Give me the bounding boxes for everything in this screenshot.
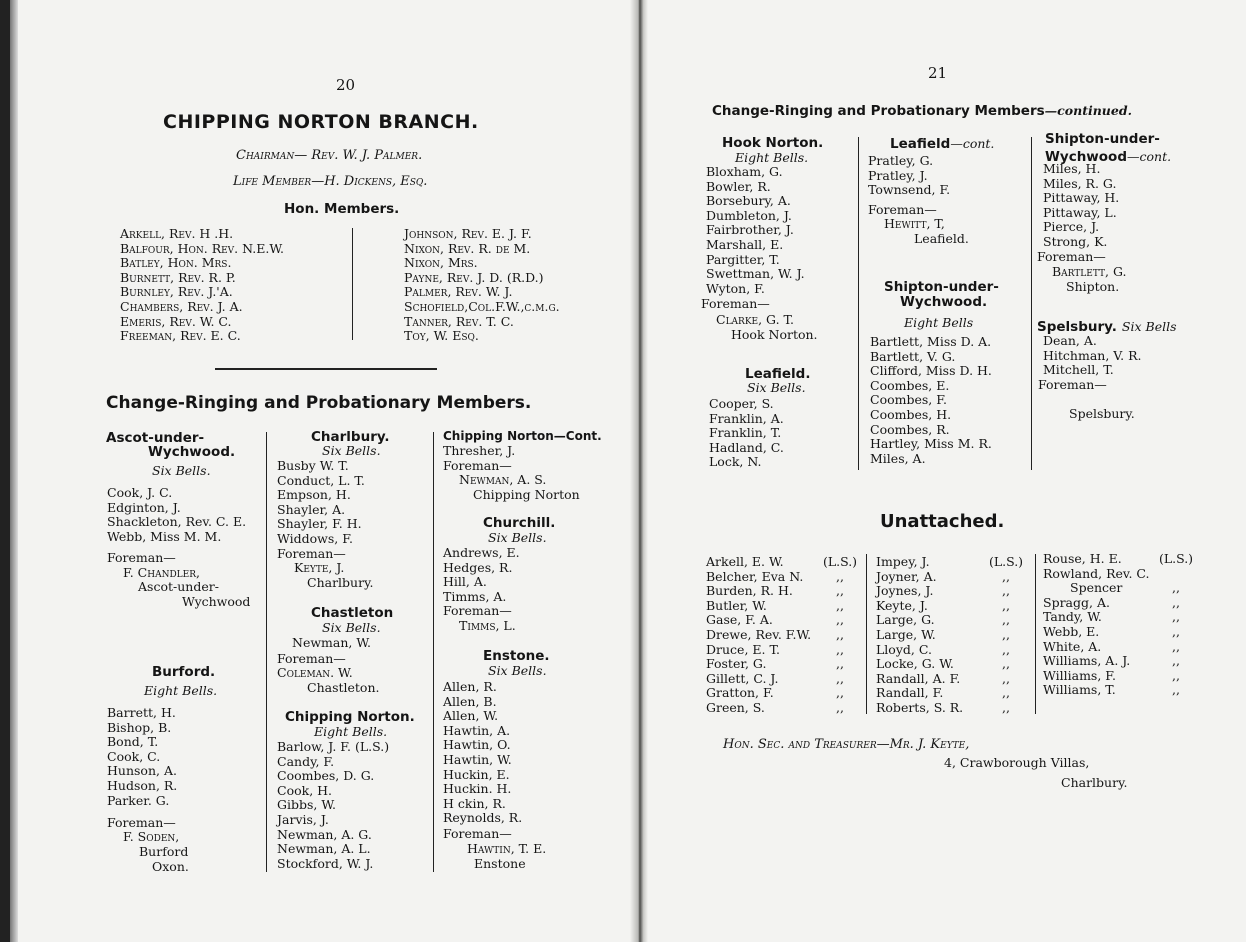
list-item: Pierce, J. [1043,219,1100,235]
chairman-line: Chairman— Rev. W. J. Palmer. [236,148,423,163]
list-item: Hitchman, V. R. [1043,347,1142,363]
charlbury-bells: Six Bells. [322,443,381,458]
list-item: Johnson, Rev. E. J. F. [404,226,532,241]
ascot-foreman-label: Foreman— [107,550,176,565]
list-item: Clifford, Miss D. H. [870,363,992,379]
chastleton-foreman-name: Coleman. W. [277,665,353,680]
hon-members-col1 [120,227,284,344]
spelsbury-foreman-place: Spelsbury. [1069,406,1135,421]
list-item: Joynes, J. [876,583,934,599]
list-item: Borsebury, A. [706,193,791,209]
list-item: Pratley, G. [868,153,934,168]
list-item-mark: ,, [1002,685,1010,701]
list-item-mark: ,, [1172,594,1180,610]
hook-norton-members [706,165,805,296]
list-item: Large, W. [876,626,936,642]
secretary-line-1: Hon. Sec. and Treasurer—Mr. J. Keyte, [723,737,970,752]
list-item: Balfour, Hon. Rev. N.E.W. [120,240,284,256]
hook-norton-foreman-place: Hook Norton. [731,327,818,342]
book-edge [0,0,10,942]
enstone-foreman-label: Foreman— [443,826,512,841]
list-item: Williams, A. J. [1043,653,1131,669]
charlbury-heading: Charlbury. [311,429,390,445]
list-item: Tandy, W. [1043,609,1102,625]
page-number-left: 20 [336,76,356,94]
ascot-heading-1: Ascot-under- [106,430,205,446]
list-item-mark: ,, [836,568,844,584]
column-divider [1031,137,1032,470]
list-item: Bloxham, G. [706,164,783,179]
churchill-bells: Six Bells. [488,530,547,545]
list-item: H ckin, R. [443,795,506,811]
list-item: Allen, B. [443,693,497,709]
unattached-col2-names [876,555,963,716]
list-item: Arkell, Rev. H .H. [120,226,234,241]
list-item: Candy, F. [277,753,335,769]
churchill-foreman-name: Timms, L. [459,618,516,633]
spelsbury-heading-text: Spelsbury. [1037,319,1117,335]
list-item-mark: ,, [1002,597,1010,613]
list-item: Busby W. T. [277,458,349,473]
shipton-cont-heading-1: Shipton-under- [1045,131,1160,147]
spelsbury-bells: Six Bells [1121,319,1177,334]
change-ringing-heading: Change-Ringing and Probationary Members. [106,393,532,413]
chastleton-member: Newman, W. [292,635,371,650]
list-item: Schofield,Col.F.W.,c.m.g. [404,298,560,314]
column-divider [266,432,267,872]
list-item: Bond, T. [107,734,159,750]
list-item-mark: ,, [1002,699,1010,715]
shipton-cont-foreman-label: Foreman— [1037,249,1106,264]
ascot-foreman-name: F. Chandler, [123,565,200,580]
leafield-cont-heading [890,133,994,152]
list-item: Pittaway, L. [1043,204,1117,220]
column-divider [433,432,434,872]
list-item: Bartlett, V. G. [870,348,956,364]
list-item: Pargitter, T. [706,251,780,267]
list-item-mark: ,, [836,626,844,642]
list-item: Hartley, Miss M. R. [870,436,992,452]
charlbury-foreman-name: Keyte, J. [294,560,345,575]
list-item-mark: ,, [836,641,844,657]
column-divider [858,137,859,470]
list-item: Miles, H. [1043,161,1101,176]
ascot-foreman-place2: Wychwood [182,594,251,609]
list-item: Huckin. H. [443,781,512,797]
spelsbury-members [1043,334,1141,378]
burford-foreman-place2: Oxon. [152,859,189,874]
column-divider [866,554,867,714]
shipton-cont-heading-text: Wychwood [1045,149,1127,165]
list-item: Allen, W. [443,708,499,724]
list-item: Franklin, A. [709,410,784,426]
list-item: Toy, W. Esq. [404,328,479,344]
list-item: Strong, K. [1043,233,1108,249]
list-item: Foster, G. [706,656,767,672]
list-item: Dean, A. [1043,333,1097,348]
list-item: Spencer [1070,580,1123,596]
unattached-col2-marks [984,555,1028,716]
list-item-mark: ,, [1172,580,1180,596]
list-item: Wyton, F. [706,280,765,296]
life-member-line: Life Member—H. Dickens, Esq. [233,174,428,189]
charlbury-foreman-place: Charlbury. [307,575,374,590]
list-item: Locke, G. W. [876,656,954,672]
leafield-members [709,397,784,470]
list-item: Huckin, E. [443,766,510,782]
list-item: Parker. G. [107,792,170,808]
list-item: Jarvis, J. [277,811,329,827]
list-item: Newman, A. L. [277,841,371,857]
list-item: Burnley, Rev. J.'A. [120,284,233,300]
cont-heading-suffix: —continued. [1044,103,1132,118]
list-item: Large, G. [876,612,935,628]
list-item: Burnett, Rev. R. P. [120,269,236,285]
list-item: Marshall, E. [706,236,784,252]
enstone-heading: Enstone. [483,648,550,664]
list-item: Coombes, H. [870,406,952,422]
list-item: Batley, Hon. Mrs. [120,255,232,271]
list-item: Miles, A. [870,450,926,466]
churchill-heading: Churchill. [483,515,556,531]
list-item: Franklin, T. [709,425,782,441]
list-item-mark: ,, [1002,641,1010,657]
burford-heading: Burford. [152,664,216,680]
chipping-norton-cont-member: Thresher, J. [443,443,516,458]
list-item: White, A. [1043,638,1102,654]
column-divider [1035,554,1036,714]
list-item: Gibbs, W. [277,797,336,813]
list-item: Pittaway, H. [1043,190,1120,206]
list-item: Mitchell, T. [1043,362,1114,378]
page-number-right: 21 [928,64,948,82]
list-item: Burden, R. H. [706,583,793,599]
list-item: Allen, R. [443,679,497,694]
chipping-norton-bells: Eight Bells. [314,724,388,739]
burford-foreman-place: Burford [139,844,189,859]
ascot-heading-2: Wychwood. [148,444,236,460]
list-item: Widdows, F. [277,530,353,546]
list-item: Palmer, Rev. W. J. [404,284,513,300]
list-item: Bishop, B. [107,719,172,735]
list-item: Hawtin, O. [443,737,511,753]
shipton-cont-members [1043,162,1119,250]
unattached-col3-names [1043,552,1150,698]
page-edge-shadow [10,0,18,942]
list-item: Andrews, E. [443,545,520,560]
charlbury-members [277,459,365,547]
list-item: Emeris, Rev. W. C. [120,313,232,329]
list-item-mark: ,, [1002,583,1010,599]
enstone-members [443,680,522,826]
list-item: Bowler, R. [706,178,771,194]
list-item: Spragg, A. [1043,594,1110,610]
list-item: Williams, T. [1043,682,1116,698]
shipton-cont-foreman-name: Bartlett, G. [1052,264,1127,279]
list-item: Randall, F. [876,685,944,701]
list-item: Coombes, D. G. [277,768,375,784]
list-item-mark: (L.S.) [988,554,1024,569]
shipton-cont-foreman-place: Shipton. [1066,279,1120,294]
leafield-heading: Leafield. [745,366,811,382]
chipping-norton-heading: Chipping Norton. [285,709,415,725]
list-item: Tanner, Rev. T. C. [404,313,514,329]
book-gutter [630,0,648,942]
list-item: Green, S. [706,699,765,715]
list-item: Edginton, J. [107,499,181,515]
enstone-foreman-place: Enstone [474,856,526,871]
list-item-mark: ,, [1172,653,1180,669]
chastleton-foreman-label: Foreman— [277,651,346,666]
list-item: Cook, H. [277,782,333,798]
list-item: Newman, A. G. [277,826,372,842]
shipton-heading-2: Wychwood. [900,294,988,310]
list-item: Swettman, W. J. [706,266,805,282]
list-item: Barlow, J. F. (L.S.) [277,739,390,754]
branch-title: CHIPPING NORTON BRANCH. [163,111,479,133]
list-item-mark: ,, [1172,638,1180,654]
burford-foreman-label: Foreman— [107,815,176,830]
hook-norton-bells: Eight Bells. [735,150,809,165]
list-item-mark: ,, [1002,612,1010,628]
list-item: Barrett, H. [107,705,176,720]
shipton-heading-1: Shipton-under- [884,279,999,295]
list-item-mark: ,, [836,612,844,628]
secretary-line-3: Charlbury. [1061,775,1128,790]
section-divider [215,368,437,370]
churchill-foreman-label: Foreman— [443,603,512,618]
list-item: Nixon, Mrs. [404,255,478,271]
list-item: Shayler, F. H. [277,516,362,532]
list-item: Empson, H. [277,487,351,503]
list-item: Butler, W. [706,597,767,613]
chipping-norton-cont-foreman-place: Chipping Norton [473,487,580,502]
secretary-line-2: 4, Crawborough Villas, [944,755,1090,770]
list-item-mark: ,, [1002,670,1010,686]
leafield-cont-foreman-label: Foreman— [868,202,937,217]
shipton-cont-suffix: —cont. [1127,149,1172,164]
hook-norton-foreman-name: Clarke, G. T. [716,312,795,327]
cont-heading-text: Change-Ringing and Probationary Members [712,103,1045,119]
list-item-mark: ,, [836,656,844,672]
hook-norton-heading: Hook Norton. [722,135,824,151]
leafield-cont-suffix: —cont. [950,136,995,151]
unattached-col1-marks [819,555,861,716]
cont-heading [712,100,1132,119]
ascot-bells: Six Bells. [152,463,211,478]
list-item: Randall, A. F. [876,670,961,686]
enstone-foreman-name: Hawtin, T. E. [467,841,547,856]
list-item: Fairbrother, J. [706,222,794,238]
leafield-bells: Six Bells. [747,380,806,395]
list-item: Joyner, A. [876,568,937,584]
list-item-mark: ,, [1002,568,1010,584]
list-item: Rouse, H. E. [1043,551,1122,566]
chipping-norton-cont-foreman-name: Newman, A. S. [459,472,547,487]
shipton-members [870,335,992,466]
list-item: Keyte, J. [876,597,928,613]
list-item: Reynolds, R. [443,810,523,826]
hon-members-col2 [404,227,560,344]
leafield-cont-foreman-name: Hewitt, T, [884,216,945,231]
list-item-mark: ,, [836,685,844,701]
list-item-mark: ,, [1172,667,1180,683]
list-item: Coombes, E. [870,377,950,393]
list-item: Belcher, Eva N. [706,568,804,584]
list-item: Impey, J. [876,554,930,569]
list-item: Nixon, Rev. R. de M. [404,240,531,256]
list-item: Williams, F. [1043,667,1116,683]
list-item: Gratton, F. [706,685,774,701]
ascot-members [107,486,246,544]
list-item: Druce, E. T. [706,641,780,657]
list-item: Hill, A. [443,574,487,590]
enstone-bells: Six Bells. [488,663,547,678]
list-item-mark: (L.S.) [1158,551,1194,566]
list-item: Hudson, R. [107,777,178,793]
list-item: Gase, F. A. [706,612,773,628]
burford-foreman-name: F. Soden, [123,829,180,844]
list-item: Drewe, Rev. F.W. [706,626,812,642]
shipton-bells: Eight Bells [904,315,974,330]
column-divider [352,228,353,340]
hook-norton-foreman-label: Foreman— [701,296,770,311]
list-item: Coombes, F. [870,392,947,408]
list-item: Coombes, R. [870,421,950,437]
list-item: Hadland, C. [709,439,784,455]
list-item: Pratley, J. [868,167,928,183]
list-item: Arkell, E. W. [706,554,784,569]
chastleton-heading: Chastleton [311,605,394,621]
chastleton-bells: Six Bells. [322,620,381,635]
list-item: Townsend, F. [868,182,951,198]
list-item: Freeman, Rev. E. C. [120,328,241,344]
list-item: Rowland, Rev. C. [1043,565,1150,581]
list-item-mark: (L.S.) [822,554,858,569]
list-item-mark: ,, [1002,656,1010,672]
chipping-norton-cont-foreman-label: Foreman— [443,458,512,473]
ascot-foreman-place: Ascot-under- [138,579,219,594]
list-item: Payne, Rev. J. D. (R.D.) [404,269,544,285]
list-item: Cook, J. C. [107,485,173,500]
list-item-mark: ,, [836,597,844,613]
list-item-mark: ,, [836,699,844,715]
list-item-mark: ,, [1172,682,1180,698]
leafield-cont-members [868,154,950,198]
unattached-heading: Unattached. [880,511,1005,532]
charlbury-foreman-label: Foreman— [277,546,346,561]
list-item-mark: ,, [836,670,844,686]
list-item: Lloyd, C. [876,641,932,657]
list-item: Hawtin, W. [443,751,512,767]
unattached-col3-marks [1154,552,1198,698]
list-item: Stockford, W. J. [277,855,374,871]
list-item: Timms, A. [443,588,507,604]
list-item: Webb, E. [1043,623,1100,639]
hon-members-heading: Hon. Members. [284,201,400,217]
list-item: Miles, R. G. [1043,175,1117,191]
burford-bells: Eight Bells. [144,683,218,698]
list-item: Cook, C. [107,748,161,764]
chipping-norton-members [277,740,389,871]
churchill-members [443,546,520,604]
list-item-mark: ,, [1002,626,1010,642]
list-item: Hedges, R. [443,559,513,575]
leafield-cont-heading-text: Leafield [890,136,951,152]
list-item: Hunson, A. [107,763,177,779]
list-item: Shayler, A. [277,501,346,517]
chipping-norton-cont-heading: Chipping Norton—Cont. [443,429,602,443]
list-item: Lock, N. [709,454,762,470]
list-item-mark: ,, [836,583,844,599]
list-item: Conduct, L. T. [277,472,365,488]
burford-members [107,706,177,808]
list-item: Webb, Miss M. M. [107,528,222,544]
list-item: Chambers, Rev. J. A. [120,298,243,314]
list-item: Bartlett, Miss D. A. [870,334,992,349]
chastleton-foreman-place: Chastleton. [307,680,380,695]
list-item-mark [1154,567,1198,582]
list-item: Roberts, S. R. [876,699,964,715]
list-item: Cooper, S. [709,396,774,411]
list-item: Gillett, C. J. [706,670,779,686]
leafield-cont-foreman-place: Leafield. [914,231,969,246]
unattached-col1-names [706,555,811,716]
list-item: Hawtin, A. [443,722,511,738]
list-item-mark: ,, [1172,609,1180,625]
list-item-mark: ,, [1172,623,1180,639]
list-item: Shackleton, Rev. C. E. [107,514,247,530]
list-item: Dumbleton, J. [706,207,792,223]
spelsbury-foreman-label: Foreman— [1038,377,1107,392]
